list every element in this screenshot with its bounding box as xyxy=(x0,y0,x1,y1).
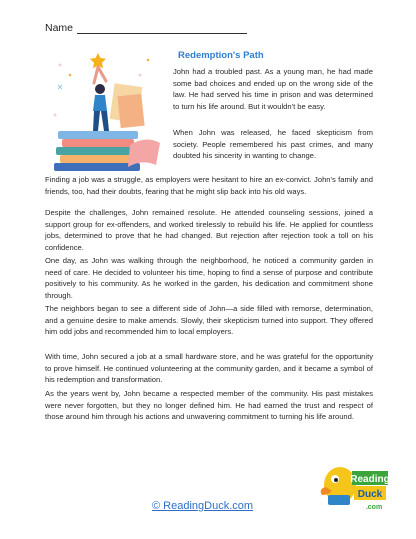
reading-duck-logo xyxy=(318,455,390,517)
person-on-books-illustration xyxy=(40,45,165,173)
story-paragraph: Finding a job was a struggle, as employers were hesitant to hire an ex-convict. John's family and friends, too, had their doubts, fearing that he might slip back into his old ways. xyxy=(45,175,373,196)
story-paragraph: When John was released, he faced skepticism from society. People remembered his past crimes, and many doubted his sincerity in wanting to change. xyxy=(173,128,373,161)
name-field-row xyxy=(45,22,247,34)
story-paragraph: John had a troubled past. As a young man, he had made some bad choices and ended up on the wrong side of the law. He had served his time in prison and was determined to turn his life around. But it wouldn't be easy. xyxy=(173,67,373,111)
story-paragraph: One day, as John was walking through the neighborhood, he noticed a community garden in need of care. He decided to volunteer his time, hoping to find a sense of purpose and contribute positively to his community. As he worked in the garden, his dedication and commitment shone through. xyxy=(45,256,373,300)
logo-text-reading: Reading xyxy=(350,474,390,485)
name-label: Name xyxy=(45,22,74,34)
logo-text-com: .com xyxy=(365,504,383,511)
story-paragraph: With time, John secured a job at a small hardware store, and he was grateful for the opportunity to prove himself. He continued volunteering at the community garden, and it became a symbol of his redemption and transformation. xyxy=(45,352,373,385)
story-paragraph: Despite the challenges, John remained resolute. He attended counseling sessions, joined a support group for ex-offenders, and worked tirelessly to rebuild his life. He applied for countless jobs, determined to prove that he had changed. But rejection after rejection took a toll on his confidence. xyxy=(45,208,373,252)
story-title: Redemption's Path xyxy=(178,50,264,61)
name-blank-line[interactable] xyxy=(77,24,247,34)
reading-duck-link[interactable]: © ReadingDuck.com xyxy=(152,500,254,512)
story-paragraph: The neighbors began to see a different side of John—a side filled with remorse, determination, and a genuine desire to make amends. Slowly, their skepticism turned into support. They offered him odd jobs and recommended him to local employers. xyxy=(45,304,373,337)
story-paragraph: As the years went by, John became a respected member of the community. His past mistakes were never forgotten, but they no longer defined him. He had earned the trust and respect of those around him through his actions and unwavering commitment to turning his life around. xyxy=(45,389,373,422)
logo-text-duck: Duck xyxy=(357,489,383,500)
